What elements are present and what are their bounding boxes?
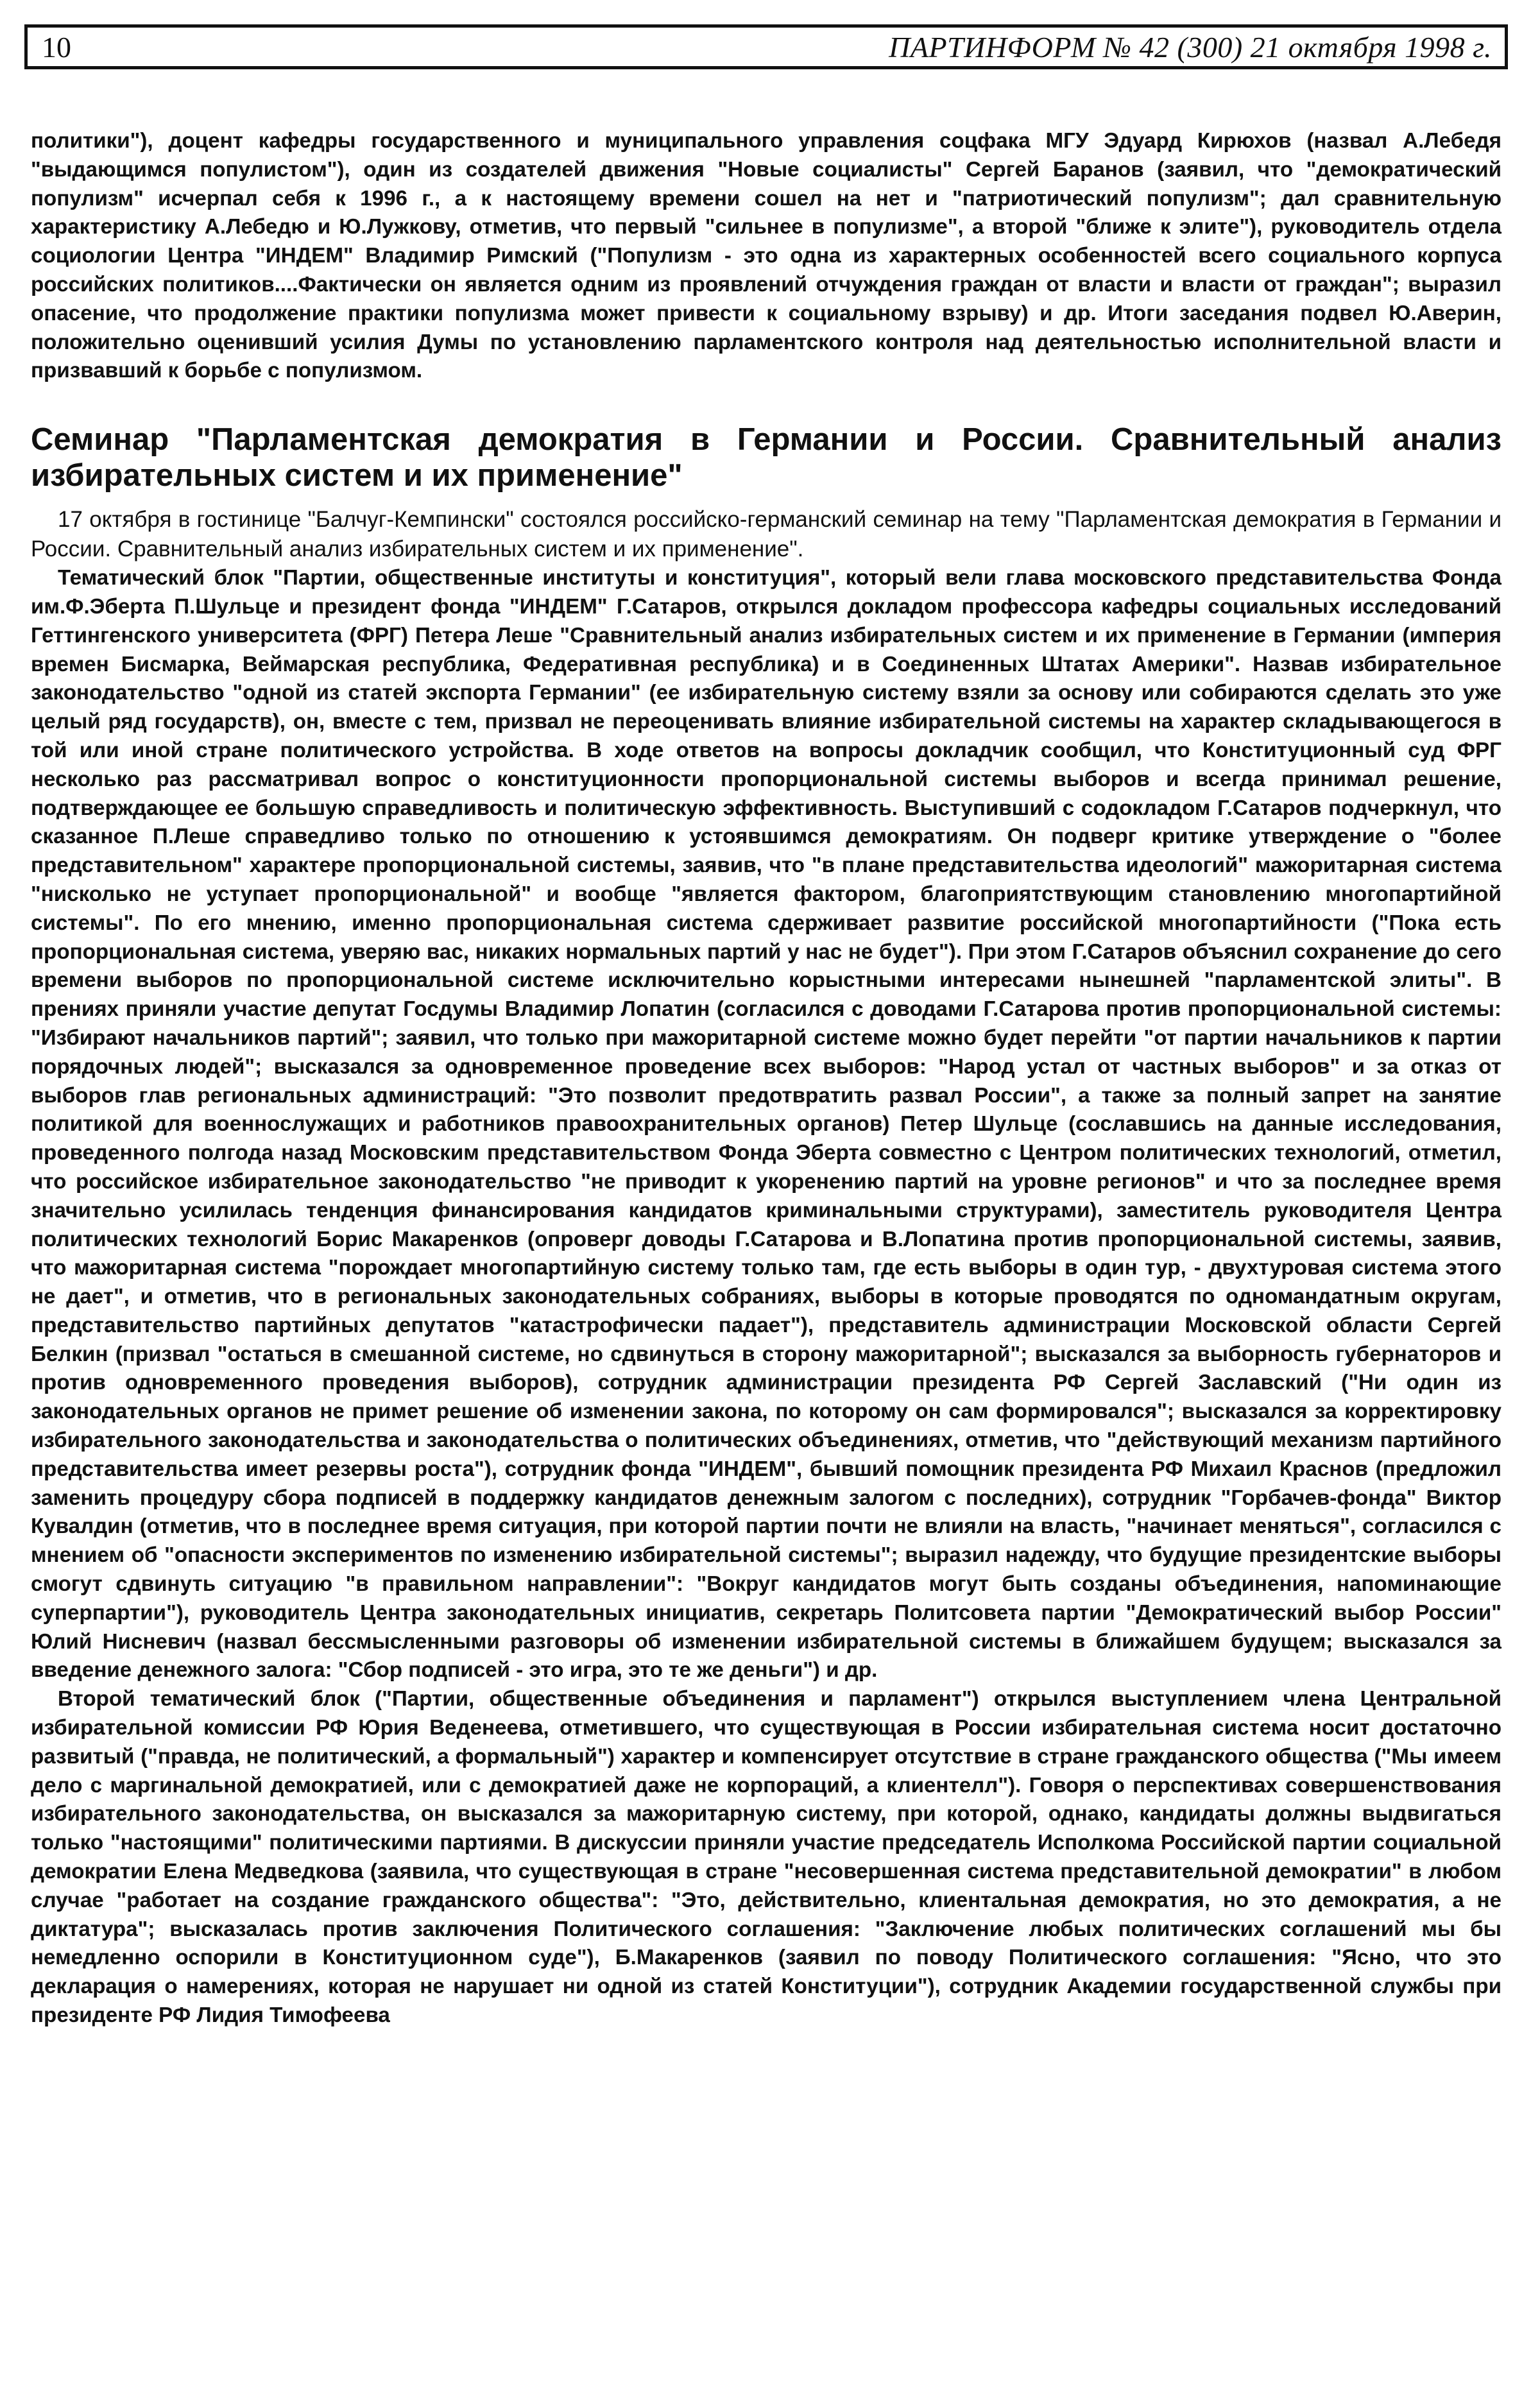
issue-info: ПАРТИНФОРМ № 42 (300) 21 октября 1998 г. (889, 30, 1492, 64)
lead-paragraph: 17 октября в гостинице "Балчуг-Кемпински" состоялся российско-германский семинар на тему "Парламентская демократия в Германии и России. Сравнительный анализ избирательных систем и их применение". (31, 507, 1502, 562)
section-title: Семинар "Парламентская демократия в Германии и России. Сравнительный анализ избирательных систем и их применение" (31, 422, 1502, 493)
page-header (24, 24, 1508, 69)
body-paragraph-2: Второй тематический блок ("Партии, общественные объединения и парламент") открылся выступлением члена Центральной избирательной комиссии РФ Юрия Веденеева, отметившего, что существующая в России избирательная система носит достаточно развитый ("правда, не политический, а формальный") характер и компенсирует отсутствие в стране гражданского общества ("Мы имеем дело с маргинальной демократией, или с демократией даже не корпораций, а клиентелл"). Говоря о перспективах совершенствования избирательного законодательства, он высказался за мажоритарную систему, при которой, однако, кандидаты должны выдвигаться только "настоящими" политическими партиями. В дискуссии приняли участие председатель Исполкома Российской партии социальной демократии Елена Медведкова (заявила, что существующая в стране "несовершенная система представительной демократии" в любом случае "работает на создание гражданского общества": "Это, действительно, клиентальная демократия, но это демократия, а не диктатура"; высказалась против заключения Политического соглашения: "Заключение любых политических соглашений мы бы немедленно оспорили в Конституционном суде"), Б.Макаренков (заявил по поводу Политического соглашения: "Ясно, что это декларация о намерениях, которая не нарушает ни одной из статей Конституции"), сотрудник Академии государственной службы при президенте РФ Лидия Тимофеева (31, 1687, 1502, 2028)
page-number: 10 (42, 30, 71, 64)
article-body (31, 127, 1502, 2030)
intro-paragraph: политики"), доцент кафедры государственного и муниципального управления соцфака МГУ Эдуард Кирюхов (назвал А.Лебедя "выдающимся популистом"), один из создателей движения "Новые социалисты" Сергей Баранов (заявил, что "демократический популизм" исчерпал себя к 1996 г., а к настоящему времени сошел на нет и "патриотический популизм"; дал сравнительную характеристику А.Лебедю и Ю.Лужкову, отметив, что первый "сильнее в популизме", а второй "ближе к элите"), руководитель отдела социологии Центра "ИНДЕМ" Владимир Римский ("Популизм - это одна из характерных особенностей всего социального корпуса российских политиков....Фактически он является одним из проявлений отчуждения граждан от власти и власти от граждан"; выразил опасение, что продолжение практики популизма может привести к социальному взрыву) и др. Итоги заседания подвел Ю.Аверин, положительно оценивший усилия Думы по установлению парламентского контроля над деятельностью исполнительной власти и призвавший к борьбе с популизмом. (31, 129, 1502, 383)
body-paragraph-1: Тематический блок "Партии, общественные институты и конституция", который вели глава московского представительства Фонда им.Ф.Эберта П.Шульце и президент фонда "ИНДЕМ" Г.Сатаров, открылся докладом профессора кафедры социальных исследований Геттингенского университета (ФРГ) Петера Леше "Сравнительный анализ избирательных систем и их применение в Германии (империя времен Бисмарка, Веймарская республика, Федеративная республика) и в Соединенных Штатах Америки". Назвав избирательное законодательство "одной из статей экспорта Германии" (ее избирательную систему взяли за основу или собираются сделать это уже целый ряд государств), он, вместе с тем, призвал не переоценивать влияние избирательной системы на характер складывающегося в той или иной стране политического устройства. В ходе ответов на вопросы докладчик сообщил, что Конституционный суд ФРГ несколько раз рассматривал вопрос о конституционности пропорциональной системы выборов и всегда принимал решение, подтверждающее ее большую справедливость и политическую эффективность. Выступивший с содокладом Г.Сатаров подчеркнул, что сказанное П.Леше справедливо только по отношению к устоявшимся демократиям. Он подверг критике утверждение о "более представительном" характере пропорциональной системы, заявив, что "в плане представительства идеологий" мажоритарная система "нисколько не уступает пропорциональной" и вообще "является фактором, благоприятствующим становлению многопартийной системы". По его мнению, именно пропорциональная система сдерживает развитие российской многопартийности ("Пока есть пропорциональная система, уверяю вас, никаких нормальных партий у нас не будет"). При этом Г.Сатаров объяснил сохранение до сего времени выборов по пропорциональной системе исключительно корыстными интересами нынешней "парламентской элиты". В прениях приняли участие депутат Госдумы Владимир Лопатин (согласился с доводами Г.Сатарова против пропорциональной системы: "Избирают начальников партий"; заявил, что только при мажоритарной системе можно будет перейти "от партии начальников к партии порядочных людей"; высказался за одновременное проведение всех выборов: "Народ устал от частных выборов" и за отказ от выборов глав региональных администраций: "Это позволит предотвратить развал России", а также за полный запрет на занятие политикой для военнослужащих и работников правоохранительных органов) Петер Шульце (сославшись на данные исследования, проведенного полгода назад Московским представительством Фонда Эберта совместно с Центром политических технологий, отметил, что российское избирательное законодательство "не приводит к укоренению партий на уровне регионов" и что за последнее время значительно усилилась тенденция финансирования кандидатов криминальными структурами), заместитель руководителя Центра политических технологий Борис Макаренков (опроверг доводы Г.Сатарова и В.Лопатина против пропорциональной системы, заявив, что мажоритарная система "порождает многопартийную систему только там, где есть выборы в один тур, - двухтуровая система этого не дает", и отметив, что в региональных законодательных собраниях, выборы в которые проводятся по одномандатным округам, представительство партийных депутатов "катастрофически падает"), представитель администрации Московской области Сергей Белкин (призвал "остаться в смешанной системе, но сдвинуться в сторону мажоритарной"; высказался за выборность губернаторов и против одновременного проведения выборов), сотрудник администрации президента РФ Сергей Заславский ("Ни один из законодательных органов не примет решение об изменении закона, по которому он сам формировался"; высказался за корректировку избирательного законодательства и законодательства о политических объединениях, отметив, что "действующий механизм партийного представительства имеет резервы роста"), сотрудник фонда "ИНДЕМ", бывший помощник президента РФ Михаил Краснов (предложил заменить процедуру сбора подписей в поддержку кандидатов денежным залогом с последних), сотрудник "Горбачев-фонда" Виктор Кувалдин (отметив, что в последнее время ситуация, при которой партии почти не влияли на власть, "начинает меняться", согласился с мнением об "опасности экспериментов по изменению избирательной системы"; выразил надежду, что будущие президентские выборы смогут сдвинуть ситуацию "в правильном направлении": "Вокруг кандидатов могут быть созданы объединения, напоминающие суперпартии"), руководитель Центра законодательных инициатив, секретарь Политсовета партии "Демократический выбор России" Юлий Нисневич (назвал бессмысленными разговоры об изменении избирательной системы в ближайшем будущем; высказался за введение денежного залога: "Сбор подписей - это игра, это те же деньги") и др. (31, 566, 1502, 1683)
